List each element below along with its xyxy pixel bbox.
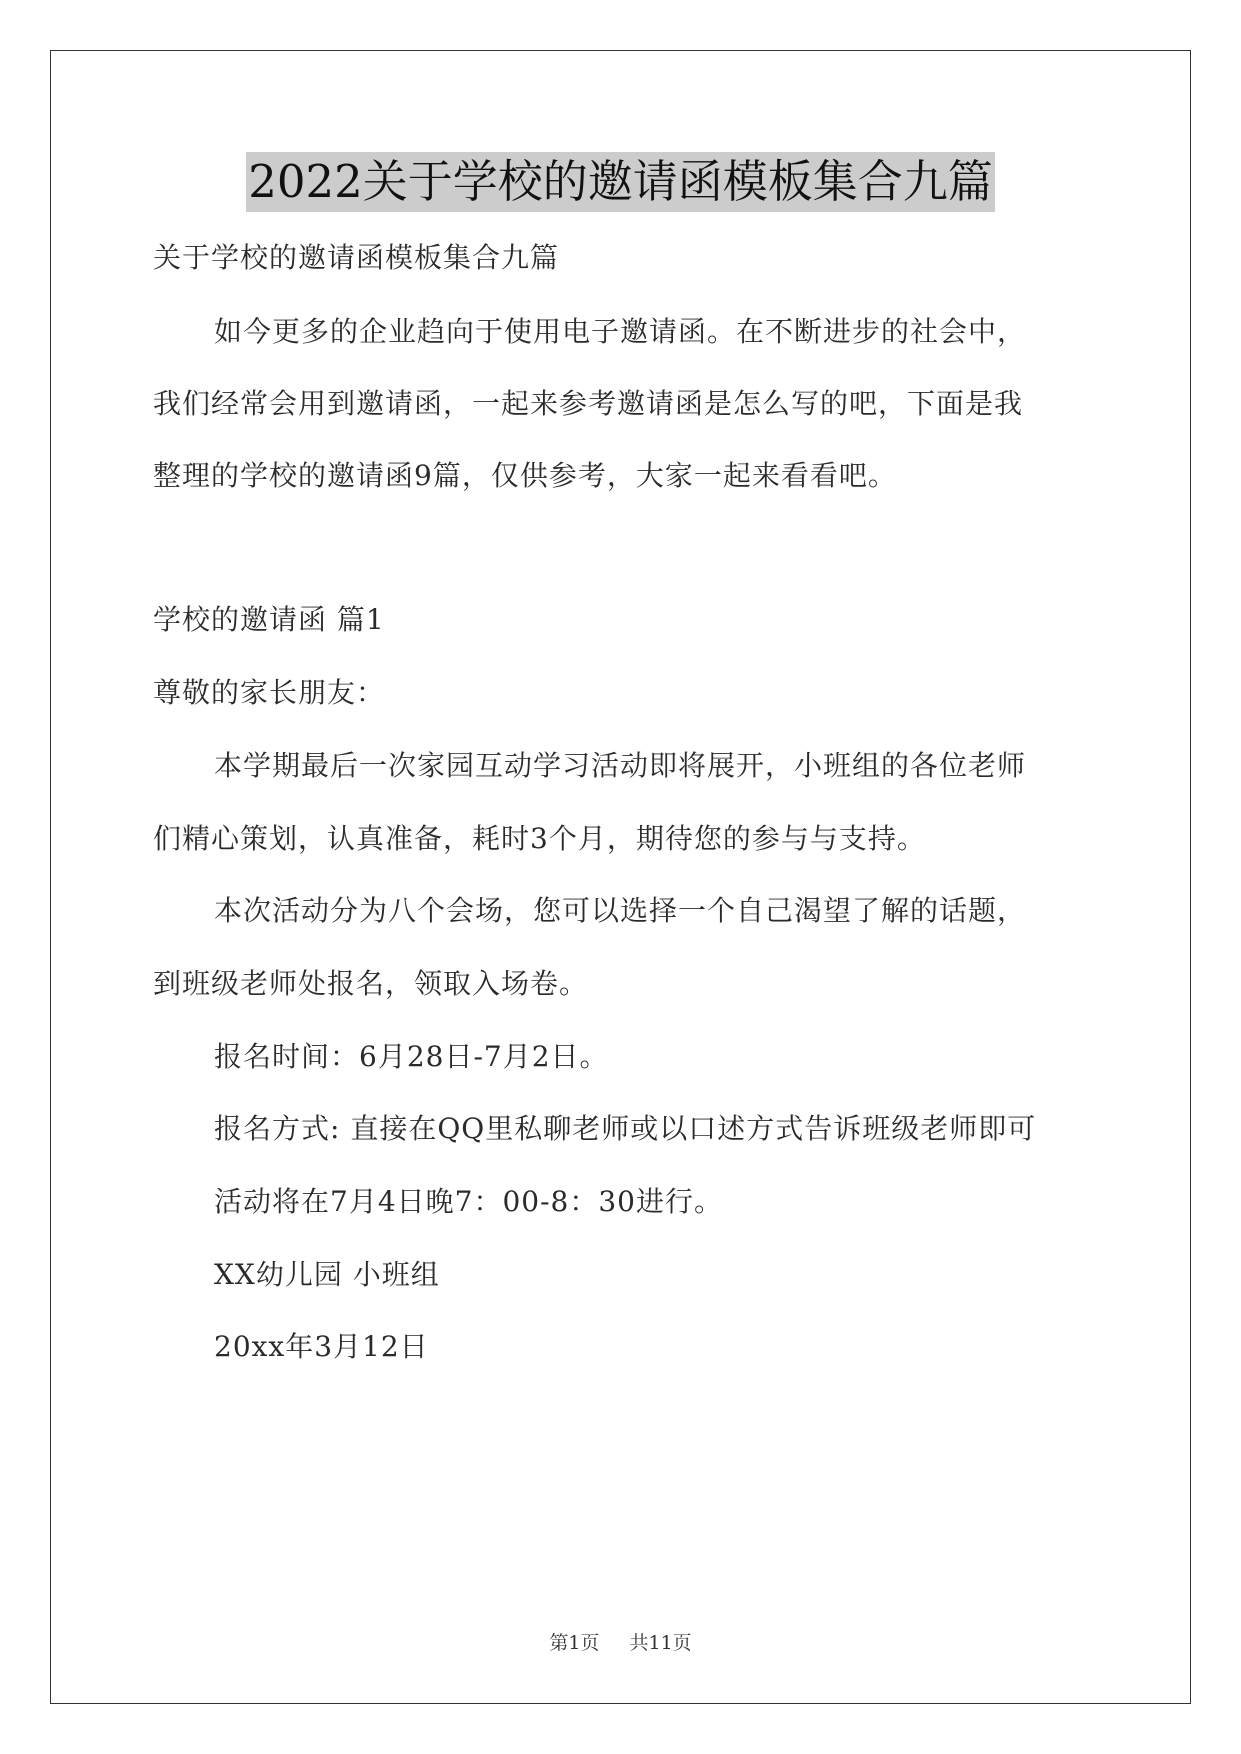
body-line-3: 本次活动分为八个会场，您可以选择一个自己渴望了解的话题， xyxy=(214,894,1027,927)
body-line-4: 到班级老师处报名，领取入场卷。 xyxy=(153,967,589,1000)
section-heading: 学校的邀请函 篇1 xyxy=(153,603,385,636)
body-line-1: 本学期最后一次家园互动学习活动即将展开，小班组的各位老师 xyxy=(214,749,1027,782)
page-border xyxy=(50,50,1191,1704)
intro-line-2: 我们经常会用到邀请函，一起来参考邀请函是怎么写的吧，下面是我 xyxy=(153,387,1024,420)
page-number: 第1页 xyxy=(549,1632,600,1654)
document-subtitle: 关于学校的邀请函模板集合九篇 xyxy=(153,241,560,274)
event-time: 活动将在7月4日晚7：00-8：30进行。 xyxy=(214,1185,723,1218)
signup-method: 报名方式: 直接在QQ里私聊老师或以口述方式告诉班级老师即可 xyxy=(214,1112,1037,1145)
signup-time: 报名时间：6月28日-7月2日。 xyxy=(214,1040,609,1073)
title-container xyxy=(0,152,1241,212)
total-pages: 共11页 xyxy=(629,1632,692,1654)
document-title: 2022关于学校的邀请函模板集合九篇 xyxy=(246,152,995,212)
intro-line-1: 如今更多的企业趋向于使用电子邀请函。在不断进步的社会中， xyxy=(214,315,1027,348)
salutation: 尊敬的家长朋友： xyxy=(153,676,386,709)
body-line-2: 们精心策划，认真准备，耗时3个月，期待您的参与与支持。 xyxy=(153,822,926,855)
signature-org: XX幼儿园 小班组 xyxy=(214,1258,440,1291)
page-footer xyxy=(0,1628,1241,1655)
intro-line-3: 整理的学校的邀请函9篇，仅供参考，大家一起来看看吧。 xyxy=(153,459,897,492)
signature-date: 20xx年3月12日 xyxy=(214,1330,429,1363)
